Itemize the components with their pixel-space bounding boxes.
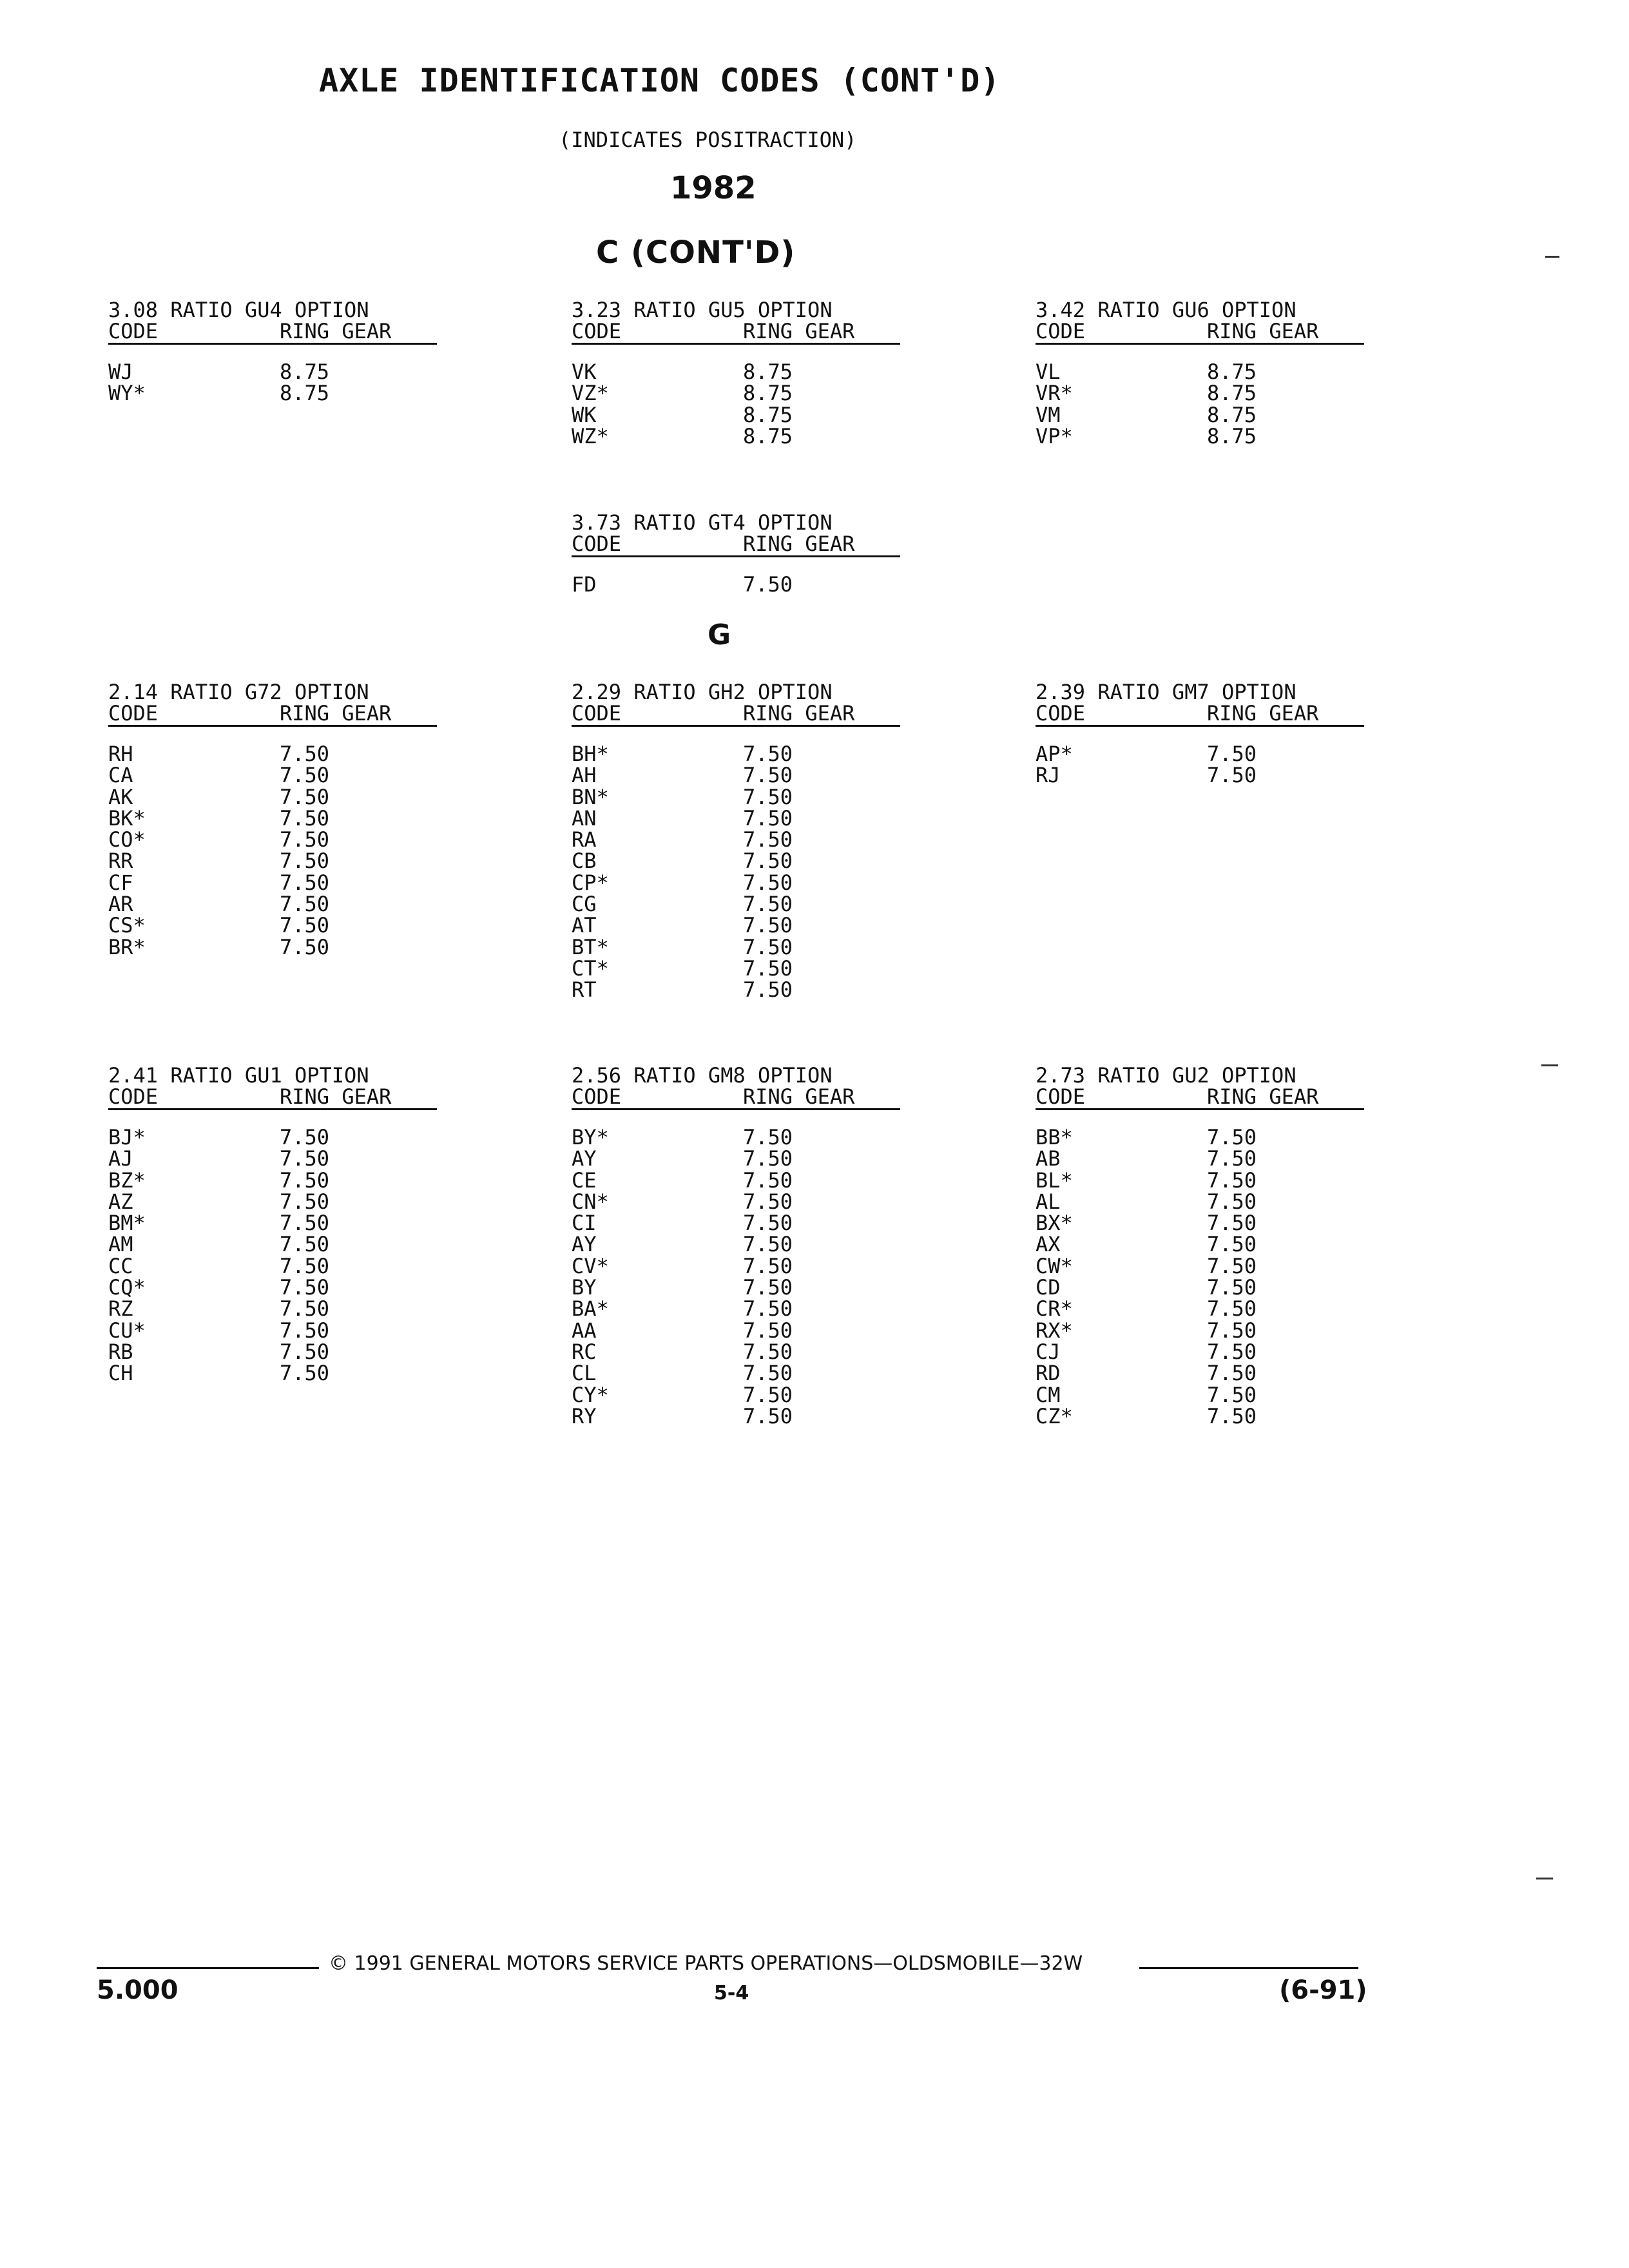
column-header-ring-gear: RING GEAR <box>280 701 392 726</box>
column-headers <box>1036 703 1364 727</box>
axle-code: CI <box>572 1211 597 1236</box>
table-row <box>108 829 437 850</box>
ring-gear-size: 7.50 <box>280 784 330 809</box>
ring-gear-size: 8.75 <box>280 360 330 384</box>
ring-gear-size: 7.50 <box>1207 1382 1257 1407</box>
column-headers <box>108 321 437 345</box>
ring-gear-size: 7.50 <box>1207 1403 1257 1428</box>
footer-copyright: © 1991 GENERAL MOTORS SERVICE PARTS OPERATIONS—OLDSMOBILE—32W <box>329 1952 1083 1975</box>
table-row <box>1036 1170 1364 1191</box>
ring-gear-size: 7.50 <box>280 849 330 874</box>
axle-code: BT* <box>572 934 609 959</box>
axle-code: AJ <box>108 1146 133 1171</box>
ring-gear-size: 7.50 <box>743 572 793 597</box>
axle-code: VR* <box>1036 381 1073 406</box>
table-row <box>108 1127 437 1148</box>
ring-gear-size: 7.50 <box>280 1146 330 1171</box>
table-row <box>572 1127 900 1148</box>
column-headers <box>572 533 900 557</box>
ratio-table-title: 2.14 RATIO G72 OPTION <box>108 680 369 704</box>
table-row <box>108 894 437 915</box>
axle-code: CB <box>572 849 597 874</box>
column-header-code: CODE <box>108 1084 159 1109</box>
axle-code: AN <box>572 805 597 831</box>
ring-gear-size: 7.50 <box>1207 1361 1257 1386</box>
ring-gear-size: 7.50 <box>743 870 793 895</box>
ring-gear-size: 7.50 <box>743 1339 793 1364</box>
table-row <box>572 574 900 595</box>
table-row <box>1036 1148 1364 1169</box>
ring-gear-size: 8.75 <box>743 423 793 448</box>
ratio-table <box>1036 299 1364 447</box>
table-row <box>572 1234 900 1255</box>
axle-code: VP* <box>1036 423 1073 448</box>
table-row <box>1036 744 1364 765</box>
table-row <box>1036 1382 1364 1407</box>
table-row <box>1036 402 1364 427</box>
page-subtitle: (INDICATES POSITRACTION) <box>559 128 857 152</box>
ring-gear-size: 7.50 <box>280 763 330 788</box>
column-header-code: CODE <box>1036 1084 1086 1109</box>
ring-gear-size: 7.50 <box>280 1339 330 1364</box>
table-rows <box>572 1127 900 1427</box>
ratio-table-title: 2.56 RATIO GM8 OPTION <box>572 1063 833 1088</box>
ring-gear-size: 8.75 <box>1207 360 1257 384</box>
axle-code: BJ* <box>108 1125 146 1149</box>
axle-code: BY <box>572 1275 597 1300</box>
ring-gear-size: 7.50 <box>280 1125 330 1149</box>
column-header-ring-gear: RING GEAR <box>1207 319 1319 343</box>
ring-gear-size: 8.75 <box>1207 402 1257 427</box>
table-row <box>1036 765 1364 786</box>
ring-gear-size: 7.50 <box>280 1211 330 1236</box>
ring-gear-size: 7.50 <box>743 1125 793 1149</box>
ring-gear-size: 7.50 <box>743 1232 793 1257</box>
table-row <box>108 1170 437 1191</box>
ring-gear-size: 7.50 <box>280 1232 330 1257</box>
axle-code: AL <box>1036 1189 1061 1214</box>
ring-gear-size: 7.50 <box>743 1275 793 1300</box>
axle-code: BH* <box>572 742 609 766</box>
column-header-ring-gear: RING GEAR <box>743 1084 855 1109</box>
table-rows <box>108 361 437 405</box>
table-row <box>572 383 900 404</box>
axle-code: CD <box>1036 1275 1061 1300</box>
axle-code: AX <box>1036 1232 1061 1257</box>
table-row <box>572 1382 900 1407</box>
ring-gear-size: 7.50 <box>280 1296 330 1321</box>
axle-code: AH <box>572 763 597 788</box>
year-heading: 1982 <box>670 170 757 206</box>
axle-code: RZ <box>108 1296 133 1321</box>
ring-gear-size: 7.50 <box>1207 1146 1257 1171</box>
table-row <box>572 894 900 915</box>
axle-code: AZ <box>108 1189 133 1214</box>
ring-gear-size: 7.50 <box>743 1211 793 1236</box>
table-row <box>1036 1253 1364 1278</box>
table-row <box>108 805 437 831</box>
ring-gear-size: 7.50 <box>743 1146 793 1171</box>
column-header-ring-gear: RING GEAR <box>743 701 855 726</box>
axle-code: RC <box>572 1339 597 1364</box>
ring-gear-size: 7.50 <box>1207 1296 1257 1321</box>
table-row <box>108 1320 437 1341</box>
axle-code: BL* <box>1036 1168 1073 1193</box>
table-row <box>572 784 900 809</box>
ring-gear-size: 8.75 <box>280 381 330 406</box>
axle-code: AT <box>572 913 597 938</box>
table-row <box>108 1191 437 1213</box>
axle-code: CU* <box>108 1318 146 1343</box>
footer-rule <box>97 1967 319 1969</box>
ratio-table <box>1036 681 1364 787</box>
axle-code: AR <box>108 892 133 917</box>
axle-code: RY <box>572 1403 597 1428</box>
table-row <box>108 915 437 936</box>
column-header-ring-gear: RING GEAR <box>1207 701 1319 726</box>
table-row <box>108 1363 437 1384</box>
ring-gear-size: 7.50 <box>280 1168 330 1193</box>
table-row <box>108 361 437 383</box>
table-row <box>1036 361 1364 383</box>
axle-code: CE <box>572 1168 597 1193</box>
table-row <box>572 1403 900 1428</box>
column-headers <box>1036 1086 1364 1110</box>
axle-code: BA* <box>572 1296 609 1321</box>
table-row <box>108 934 437 959</box>
table-row <box>572 829 900 850</box>
axle-code: CY* <box>572 1382 609 1407</box>
column-header-ring-gear: RING GEAR <box>743 319 855 343</box>
ring-gear-size: 7.50 <box>743 1318 793 1343</box>
table-row <box>572 934 900 959</box>
axle-code: RD <box>1036 1361 1061 1386</box>
ring-gear-size: 7.50 <box>280 1189 330 1214</box>
ratio-table <box>572 512 900 595</box>
table-row <box>1036 423 1364 448</box>
footer-page-number: 5-4 <box>714 1982 749 2004</box>
margin-tick <box>1536 1878 1553 1879</box>
column-header-code: CODE <box>1036 701 1086 726</box>
ratio-table-title: 3.23 RATIO GU5 OPTION <box>572 298 833 322</box>
axle-code: CR* <box>1036 1296 1073 1321</box>
table-row <box>572 915 900 936</box>
table-row <box>1036 1127 1364 1148</box>
footer-section-number: 5.000 <box>97 1975 178 2005</box>
axle-code: VM <box>1036 402 1061 427</box>
ring-gear-size: 7.50 <box>743 913 793 938</box>
table-row <box>572 1191 900 1213</box>
ring-gear-size: 7.50 <box>743 1253 793 1278</box>
table-row <box>1036 1363 1364 1384</box>
table-row <box>108 1148 437 1169</box>
ring-gear-size: 7.50 <box>743 892 793 917</box>
ring-gear-size: 7.50 <box>743 1403 793 1428</box>
ring-gear-size: 7.50 <box>1207 763 1257 788</box>
ratio-table <box>572 681 900 1001</box>
table-row <box>572 423 900 448</box>
ratio-table-title: 2.73 RATIO GU2 OPTION <box>1036 1063 1296 1088</box>
ring-gear-size: 7.50 <box>280 1253 330 1278</box>
axle-code: BR* <box>108 934 146 959</box>
ring-gear-size: 7.50 <box>743 849 793 874</box>
ring-gear-size: 7.50 <box>1207 1318 1257 1343</box>
table-row <box>108 1277 437 1298</box>
column-header-code: CODE <box>108 701 159 726</box>
table-row <box>572 850 900 872</box>
axle-code: VL <box>1036 360 1061 384</box>
ring-gear-size: 7.50 <box>743 1189 793 1214</box>
axle-code: CS* <box>108 913 146 938</box>
margin-tick <box>1541 1064 1558 1066</box>
column-headers <box>572 321 900 345</box>
axle-code: CT* <box>572 956 609 981</box>
column-header-code: CODE <box>1036 319 1086 343</box>
table-rows <box>572 744 900 1001</box>
ratio-table-title: 3.73 RATIO GT4 OPTION <box>572 510 833 535</box>
column-header-ring-gear: RING GEAR <box>280 319 392 343</box>
column-header-code: CODE <box>572 1084 622 1109</box>
ring-gear-size: 7.50 <box>743 1361 793 1386</box>
axle-code: CF <box>108 870 133 895</box>
table-row <box>572 765 900 786</box>
table-row <box>572 1341 900 1363</box>
ring-gear-size: 7.50 <box>280 870 330 895</box>
axle-code: BN* <box>572 784 609 809</box>
axle-code: VK <box>572 360 597 384</box>
column-header-ring-gear: RING GEAR <box>743 532 855 556</box>
margin-tick <box>1545 256 1559 258</box>
column-headers <box>572 703 900 727</box>
table-rows <box>572 574 900 595</box>
axle-code: VZ* <box>572 381 609 406</box>
axle-code: RR <box>108 849 133 874</box>
ratio-table-title: 2.29 RATIO GH2 OPTION <box>572 680 833 704</box>
ratio-table <box>572 1064 900 1427</box>
ring-gear-size: 7.50 <box>743 805 793 831</box>
table-row <box>108 1298 437 1320</box>
ring-gear-size: 7.50 <box>1207 1125 1257 1149</box>
table-row <box>108 784 437 809</box>
table-row <box>572 958 900 979</box>
ring-gear-size: 8.75 <box>1207 423 1257 448</box>
ring-gear-size: 7.50 <box>1207 1339 1257 1364</box>
axle-code: CP* <box>572 870 609 895</box>
table-rows <box>108 1127 437 1385</box>
table-row <box>572 1320 900 1341</box>
axle-code: CO* <box>108 827 146 852</box>
axle-code: AK <box>108 784 133 809</box>
axle-code: CH <box>108 1361 133 1386</box>
table-row <box>572 744 900 765</box>
table-row <box>572 1170 900 1191</box>
axle-code: CZ* <box>1036 1403 1073 1428</box>
ratio-table-title: 2.41 RATIO GU1 OPTION <box>108 1063 369 1088</box>
table-row <box>108 1213 437 1234</box>
table-row <box>572 1363 900 1384</box>
table-row <box>1036 1298 1364 1320</box>
column-headers <box>108 1086 437 1110</box>
axle-code: CA <box>108 763 133 788</box>
ring-gear-size: 7.50 <box>743 827 793 852</box>
ring-gear-size: 7.50 <box>280 934 330 959</box>
axle-code: CM <box>1036 1382 1061 1407</box>
table-row <box>572 979 900 1001</box>
ring-gear-size: 7.50 <box>1207 1168 1257 1193</box>
axle-code: BZ* <box>108 1168 146 1193</box>
axle-code: BY* <box>572 1125 609 1149</box>
column-headers <box>108 703 437 727</box>
axle-code: BM* <box>108 1211 146 1236</box>
column-header-code: CODE <box>572 532 622 556</box>
ratio-table-title: 3.42 RATIO GU6 OPTION <box>1036 298 1296 322</box>
ring-gear-size: 7.50 <box>280 892 330 917</box>
axle-code: WY* <box>108 381 146 406</box>
table-row <box>572 1298 900 1320</box>
table-row <box>1036 383 1364 404</box>
table-row <box>108 765 437 786</box>
ring-gear-size: 7.50 <box>280 913 330 938</box>
axle-code: RH <box>108 742 133 766</box>
footer-revision-date: (6-91) <box>1279 1975 1367 2005</box>
ring-gear-size: 8.75 <box>1207 381 1257 406</box>
axle-code: RX* <box>1036 1318 1073 1343</box>
ring-gear-size: 8.75 <box>743 360 793 384</box>
ring-gear-size: 7.50 <box>743 1382 793 1407</box>
table-row <box>572 1148 900 1169</box>
column-header-code: CODE <box>572 319 622 343</box>
axle-code: FD <box>572 572 597 597</box>
axle-code: AA <box>572 1318 597 1343</box>
axle-code: RB <box>108 1339 133 1364</box>
ratio-table <box>108 299 437 405</box>
ring-gear-size: 7.50 <box>1207 1232 1257 1257</box>
ring-gear-size: 7.50 <box>280 742 330 766</box>
axle-code: AY <box>572 1232 597 1257</box>
ring-gear-size: 7.50 <box>743 956 793 981</box>
ratio-table <box>108 1064 437 1385</box>
ratio-table <box>108 681 437 958</box>
table-row <box>1036 1341 1364 1363</box>
axle-code: CG <box>572 892 597 917</box>
axle-code: BB* <box>1036 1125 1073 1149</box>
ring-gear-size: 7.50 <box>1207 1275 1257 1300</box>
table-row <box>572 872 900 894</box>
table-rows <box>1036 744 1364 787</box>
axle-code: CL <box>572 1361 597 1386</box>
ring-gear-size: 7.50 <box>743 934 793 959</box>
axle-code: RA <box>572 827 597 852</box>
ring-gear-size: 7.50 <box>1207 1253 1257 1278</box>
table-row <box>108 1341 437 1363</box>
table-row <box>572 1277 900 1298</box>
axle-code: WJ <box>108 360 133 384</box>
table-row <box>108 850 437 872</box>
ring-gear-size: 7.50 <box>1207 742 1257 766</box>
axle-code: CW* <box>1036 1253 1073 1278</box>
table-row <box>572 402 900 427</box>
ring-gear-size: 7.50 <box>743 742 793 766</box>
column-headers <box>1036 321 1364 345</box>
ring-gear-size: 7.50 <box>743 763 793 788</box>
axle-code: WZ* <box>572 423 609 448</box>
section-heading-g: G <box>708 619 731 651</box>
table-row <box>108 1234 437 1255</box>
axle-code: AM <box>108 1232 133 1257</box>
section-heading-c: C (CONT'D) <box>596 235 796 271</box>
table-row <box>108 1253 437 1278</box>
ring-gear-size: 7.50 <box>743 1168 793 1193</box>
axle-code: BX* <box>1036 1211 1073 1236</box>
table-rows <box>572 361 900 447</box>
axle-code: BK* <box>108 805 146 831</box>
ring-gear-size: 7.50 <box>280 1361 330 1386</box>
ratio-table <box>1036 1064 1364 1427</box>
axle-code: CQ* <box>108 1275 146 1300</box>
footer-rule <box>1139 1967 1358 1969</box>
column-header-code: CODE <box>572 701 622 726</box>
column-header-code: CODE <box>108 319 159 343</box>
ratio-table-title: 2.39 RATIO GM7 OPTION <box>1036 680 1296 704</box>
table-rows <box>1036 1127 1364 1427</box>
ring-gear-size: 7.50 <box>743 784 793 809</box>
axle-code: RJ <box>1036 763 1061 788</box>
table-row <box>572 805 900 831</box>
ring-gear-size: 7.50 <box>743 1296 793 1321</box>
table-rows <box>108 744 437 958</box>
ratio-table-title: 3.08 RATIO GU4 OPTION <box>108 298 369 322</box>
table-row <box>572 1253 900 1278</box>
table-row <box>1036 1213 1364 1234</box>
axle-code: RT <box>572 977 597 1003</box>
table-row <box>1036 1403 1364 1428</box>
axle-code: AY <box>572 1146 597 1171</box>
ring-gear-size: 7.50 <box>280 1318 330 1343</box>
table-row <box>1036 1320 1364 1341</box>
column-header-ring-gear: RING GEAR <box>1207 1084 1319 1109</box>
ring-gear-size: 8.75 <box>743 381 793 406</box>
axle-code: WK <box>572 402 597 427</box>
table-rows <box>1036 361 1364 447</box>
ring-gear-size: 7.50 <box>280 1275 330 1300</box>
table-row <box>108 872 437 894</box>
table-row <box>1036 1234 1364 1255</box>
table-row <box>1036 1277 1364 1298</box>
axle-code: CN* <box>572 1189 609 1214</box>
ring-gear-size: 7.50 <box>1207 1189 1257 1214</box>
table-row <box>108 383 437 404</box>
axle-code: CV* <box>572 1253 609 1278</box>
column-headers <box>572 1086 900 1110</box>
ring-gear-size: 8.75 <box>743 402 793 427</box>
axle-code: AP* <box>1036 742 1073 766</box>
table-row <box>572 1213 900 1234</box>
ring-gear-size: 7.50 <box>743 977 793 1003</box>
page-title: AXLE IDENTIFICATION CODES (CONT'D) <box>319 62 1001 99</box>
ring-gear-size: 7.50 <box>280 805 330 831</box>
ring-gear-size: 7.50 <box>1207 1211 1257 1236</box>
axle-code: CC <box>108 1253 133 1278</box>
column-header-ring-gear: RING GEAR <box>280 1084 392 1109</box>
table-row <box>108 744 437 765</box>
ratio-table <box>572 299 900 447</box>
table-row <box>572 361 900 383</box>
axle-code: AB <box>1036 1146 1061 1171</box>
axle-code: CJ <box>1036 1339 1061 1364</box>
ring-gear-size: 7.50 <box>280 827 330 852</box>
table-row <box>1036 1191 1364 1213</box>
